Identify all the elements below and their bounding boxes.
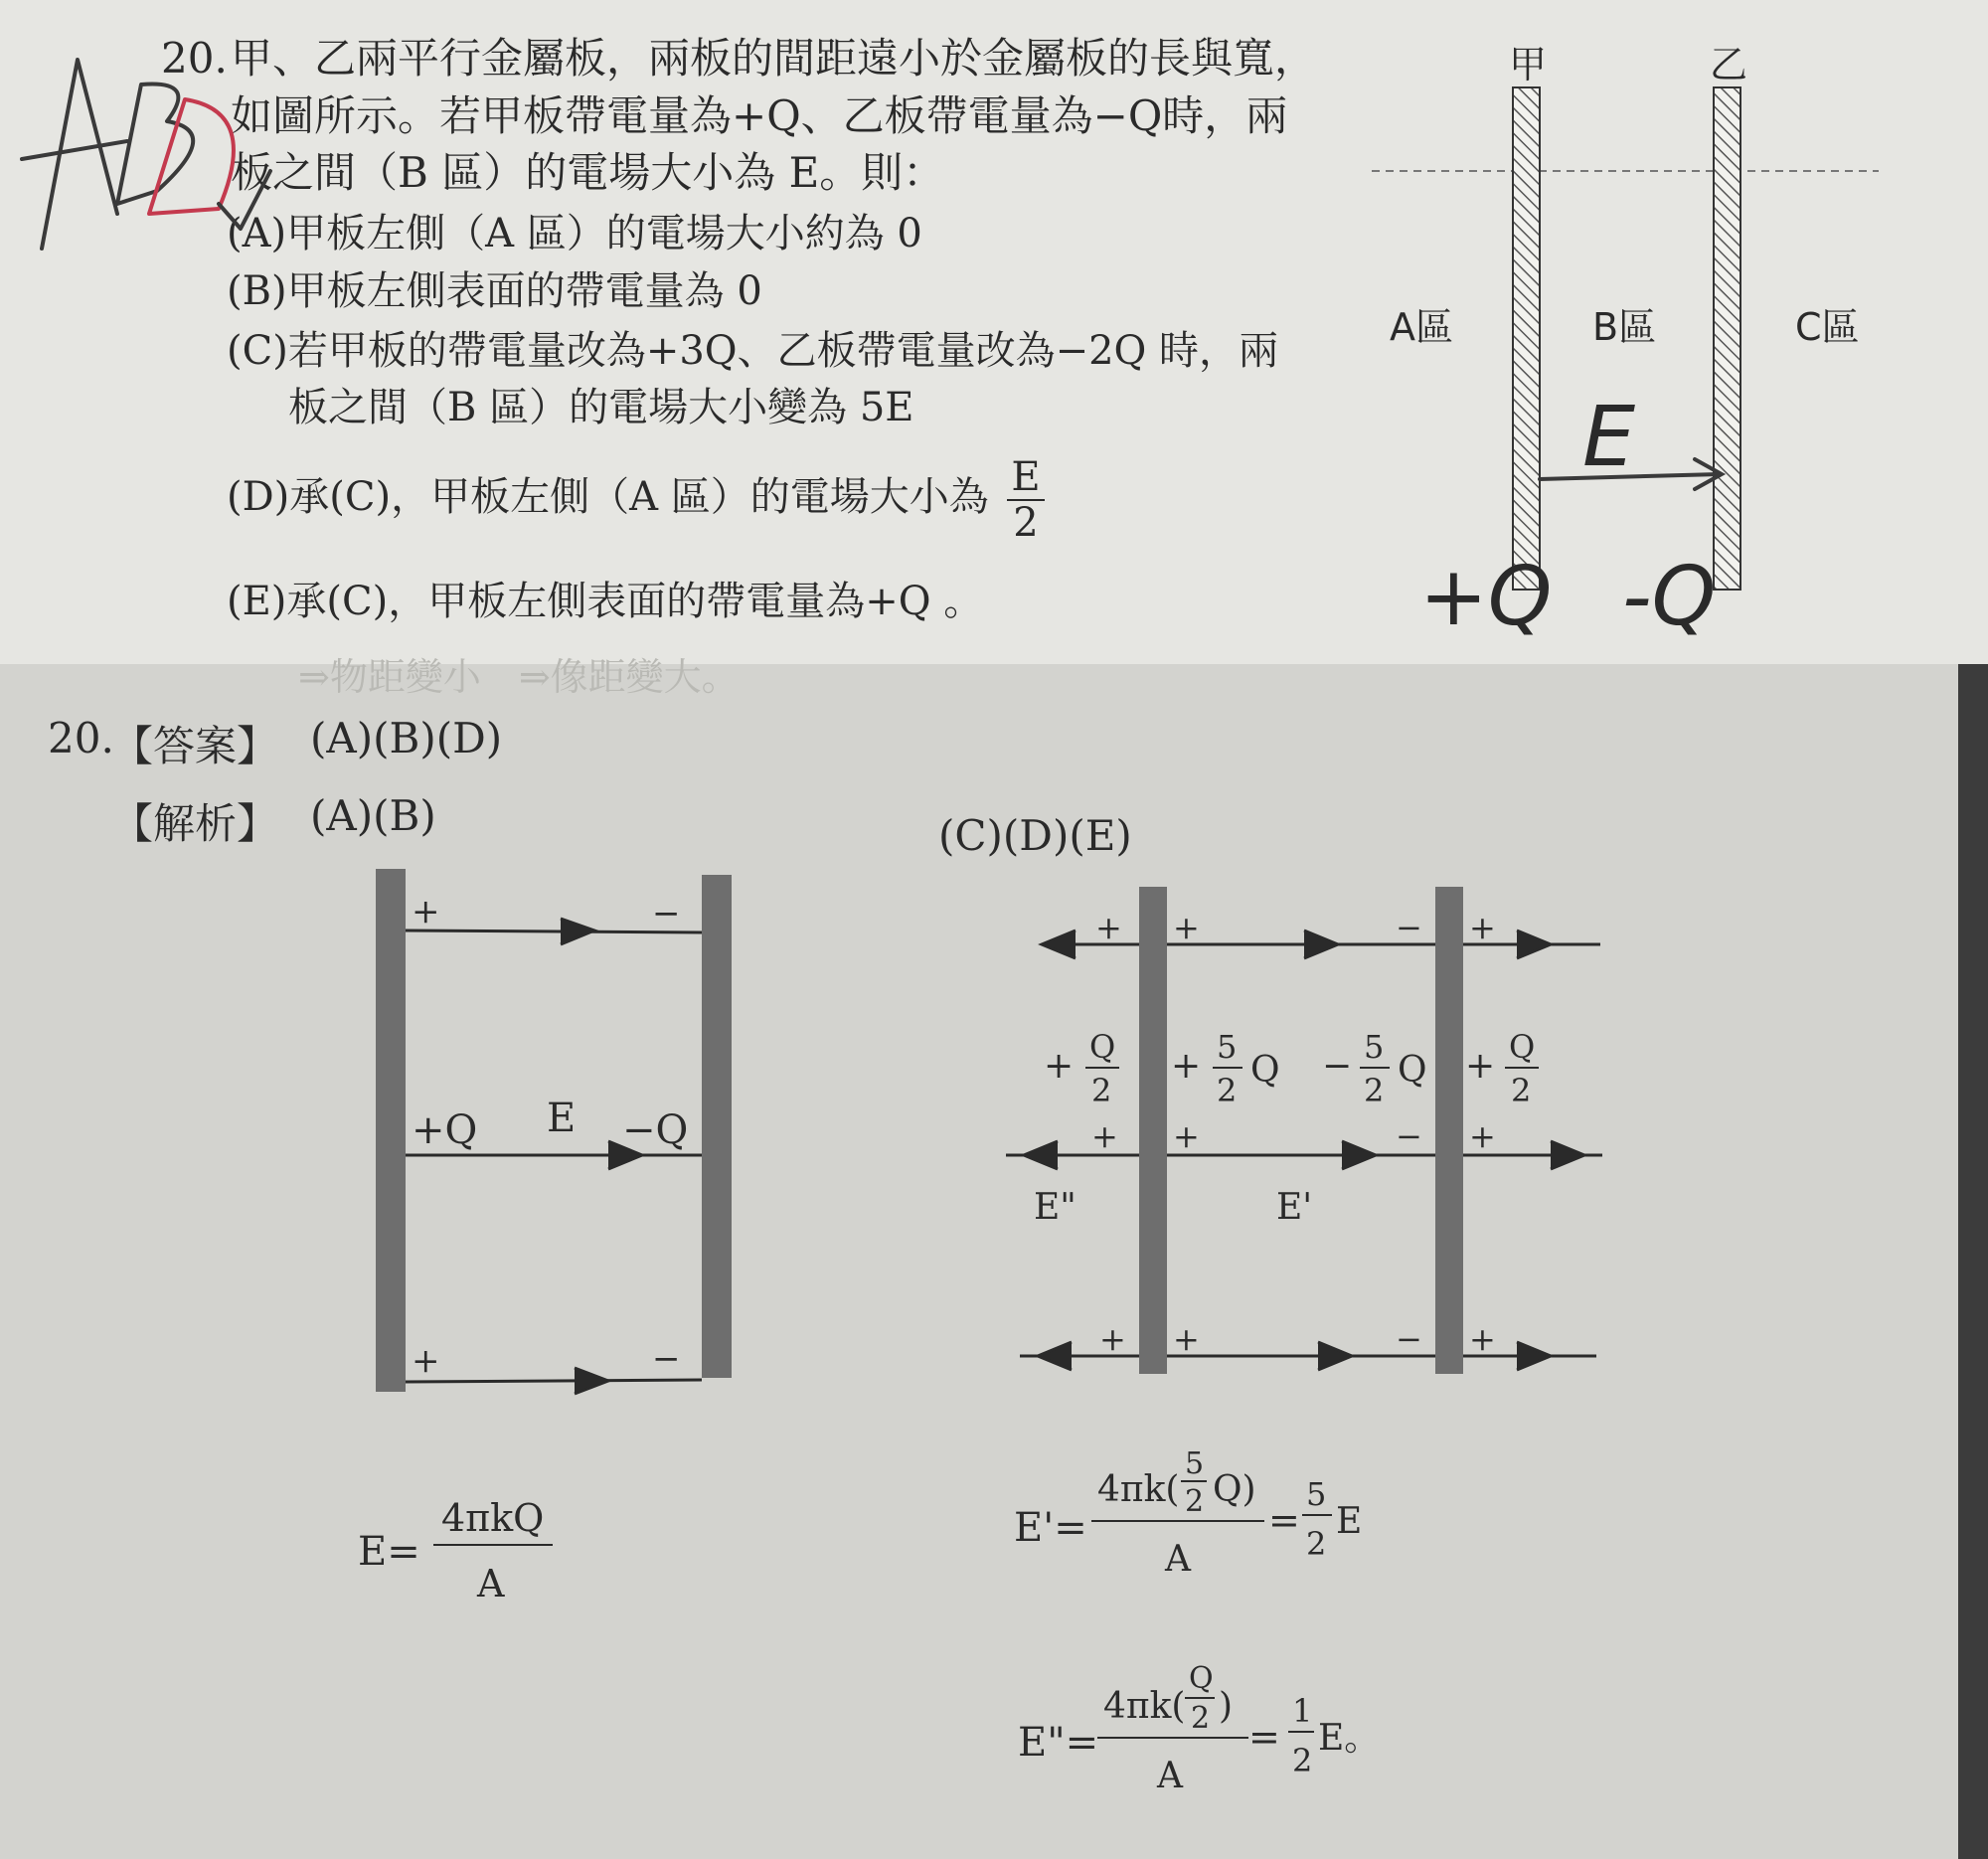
fig1-plus-bottom: +: [412, 1341, 440, 1381]
option-e: (E)承(C)，甲板左側表面的帶電量為+Q 。: [227, 579, 984, 624]
svg-text:E=: E=: [358, 1529, 420, 1575]
fig1-field-line-bottom: [406, 1380, 702, 1382]
svg-text:5: 5: [1306, 1475, 1327, 1513]
svg-text:2: 2: [1217, 1072, 1238, 1109]
svg-text:E。: E。: [1318, 1718, 1381, 1759]
fig1-arrow-top: [561, 919, 594, 944]
fig1-minus-bottom: −: [652, 1339, 681, 1379]
answer-value: (A)(B)(D): [310, 714, 503, 762]
svg-text:−: −: [1322, 1046, 1353, 1087]
svg-text:2: 2: [1292, 1742, 1313, 1779]
svg-text:2: 2: [1191, 1701, 1211, 1736]
handwritten-charge-left: +Q: [1419, 550, 1553, 644]
fig2-field-outside: E": [1034, 1187, 1077, 1228]
previous-answer-fragment: ⇒物距變小 ⇒像距變大。: [298, 655, 740, 699]
fig1-plate-right: [702, 875, 732, 1378]
fig1-minus-top: −: [652, 894, 681, 933]
svg-text:+: +: [1091, 1117, 1118, 1155]
svg-text:+: +: [1173, 909, 1200, 946]
svg-text:2: 2: [1306, 1525, 1327, 1563]
svg-text:+: +: [1469, 909, 1496, 946]
svg-text:2: 2: [1364, 1072, 1385, 1109]
fig1-arrow-bottom: [575, 1368, 608, 1394]
option-d-text: (D)承(C)，甲板左側（A 區）的電場大小為: [227, 474, 989, 520]
svg-text:Q: Q: [1398, 1050, 1427, 1091]
page-edge-shadow: [1958, 664, 1988, 1859]
fig2-charge-outer-right: [1465, 1028, 1539, 1109]
svg-text:): ): [1219, 1686, 1234, 1727]
answer-number: 20.: [48, 714, 114, 762]
svg-text:1: 1: [1292, 1692, 1313, 1730]
fig2-charge-inner-right: [1322, 1028, 1427, 1109]
question-line-1: 甲、乙兩平行金屬板，兩板的間距遠小於金屬板的長與寬，: [231, 34, 1317, 83]
svg-text:+: +: [1465, 1046, 1496, 1087]
svg-text:+: +: [1173, 1320, 1200, 1358]
fig2-charge-outer-left: [1044, 1028, 1119, 1109]
svg-text:+: +: [1469, 1320, 1496, 1358]
svg-text:+: +: [1099, 1320, 1126, 1358]
question-line-3: 板之間（B 區）的電場大小為 E。則：: [231, 148, 945, 197]
handwritten-answer-mark: [22, 60, 270, 249]
svg-text:A: A: [1165, 1539, 1191, 1580]
svg-text:2: 2: [1511, 1072, 1532, 1109]
equation-3: [1018, 1661, 1380, 1796]
svg-text:Q: Q: [1250, 1050, 1280, 1091]
explanation-figures: [0, 664, 1958, 1859]
svg-text:E"=: E"=: [1018, 1720, 1099, 1766]
fig1-plate-left: [376, 869, 406, 1392]
svg-text:A: A: [1157, 1756, 1183, 1796]
fig2-plate-left: [1139, 887, 1167, 1374]
svg-text:Q: Q: [1189, 1661, 1214, 1696]
handwritten-field-label: E: [1582, 388, 1636, 485]
answer-section: [0, 655, 1958, 1859]
fig1-field-label: E: [547, 1096, 577, 1141]
svg-text:−: −: [1396, 1320, 1422, 1358]
figure-1: [376, 869, 732, 1394]
fig1-charge-left: +Q: [412, 1107, 478, 1153]
svg-text:2: 2: [1091, 1072, 1112, 1109]
region-b-label: B區: [1592, 305, 1657, 349]
equation-1: [358, 1496, 553, 1606]
svg-text:E'=: E'=: [1014, 1505, 1087, 1551]
svg-text:Q): Q): [1213, 1469, 1256, 1510]
plate-yi: [1714, 87, 1740, 590]
svg-text:+: +: [1469, 1117, 1496, 1155]
figure-2: [1006, 887, 1602, 1374]
region-c-label: C區: [1795, 305, 1860, 349]
question-line-2: 如圖所示。若甲板帶電量為+Q、乙板帶電量為−Q時，兩: [231, 91, 1288, 140]
svg-text:5: 5: [1217, 1028, 1238, 1066]
plate-jia: [1513, 87, 1540, 590]
question-figure: [0, 0, 1988, 664]
option-d-numerator: E: [1007, 457, 1044, 501]
region-a-label: A區: [1390, 305, 1453, 349]
svg-text:E: E: [1336, 1501, 1363, 1542]
svg-text:−: −: [1396, 909, 1422, 946]
question-number: 20.: [161, 34, 228, 83]
equation-2: [1014, 1446, 1362, 1580]
option-c-line-1: (C)若甲板的帶電量改為+3Q、乙板帶電量改為−2Q 時，兩: [227, 328, 1279, 374]
svg-text:5: 5: [1364, 1028, 1385, 1066]
answer-label: 【答案】: [111, 722, 279, 770]
option-d-denominator: 2: [1013, 500, 1039, 546]
svg-text:4πk(: 4πk(: [1103, 1686, 1186, 1727]
svg-text:Q: Q: [1509, 1028, 1536, 1066]
explanation-part-2: (C)(D)(E): [938, 811, 1132, 860]
svg-text:4πk(: 4πk(: [1097, 1469, 1180, 1510]
fig2-plate-right: [1435, 887, 1463, 1374]
svg-text:Q: Q: [1089, 1028, 1116, 1066]
svg-text:+: +: [1095, 909, 1122, 946]
fig2-field-inside: E': [1276, 1187, 1313, 1228]
option-c-line-2: 板之間（B 區）的電場大小變為 5E: [288, 385, 914, 430]
plate-label-jia: 甲: [1509, 43, 1548, 86]
explanation-label: 【解析】: [111, 799, 279, 848]
svg-text:−: −: [1396, 1117, 1422, 1155]
question-section: [0, 0, 1988, 664]
svg-text:+: +: [1044, 1046, 1075, 1087]
plate-label-yi: 乙: [1710, 43, 1748, 86]
fig1-charge-right: −Q: [622, 1107, 689, 1153]
option-b: (B)甲板左側表面的帶電量為 0: [227, 268, 762, 314]
svg-text:A: A: [477, 1562, 505, 1606]
handwritten-charge-right: -Q: [1622, 550, 1717, 644]
svg-text:5: 5: [1185, 1446, 1205, 1481]
option-a: (A)甲板左側（A 區）的電場大小約為 0: [227, 211, 922, 256]
svg-text:+: +: [1171, 1046, 1202, 1087]
svg-text:+: +: [1173, 1117, 1200, 1155]
svg-text:4πkQ: 4πkQ: [441, 1496, 545, 1540]
explanation-part-1: (A)(B): [310, 791, 436, 840]
svg-text:=: =: [1248, 1715, 1280, 1759]
fig2-charge-inner-left: [1171, 1028, 1280, 1109]
svg-text:2: 2: [1185, 1484, 1205, 1519]
fig1-plus-top: +: [412, 892, 440, 931]
svg-text:=: =: [1268, 1498, 1300, 1542]
